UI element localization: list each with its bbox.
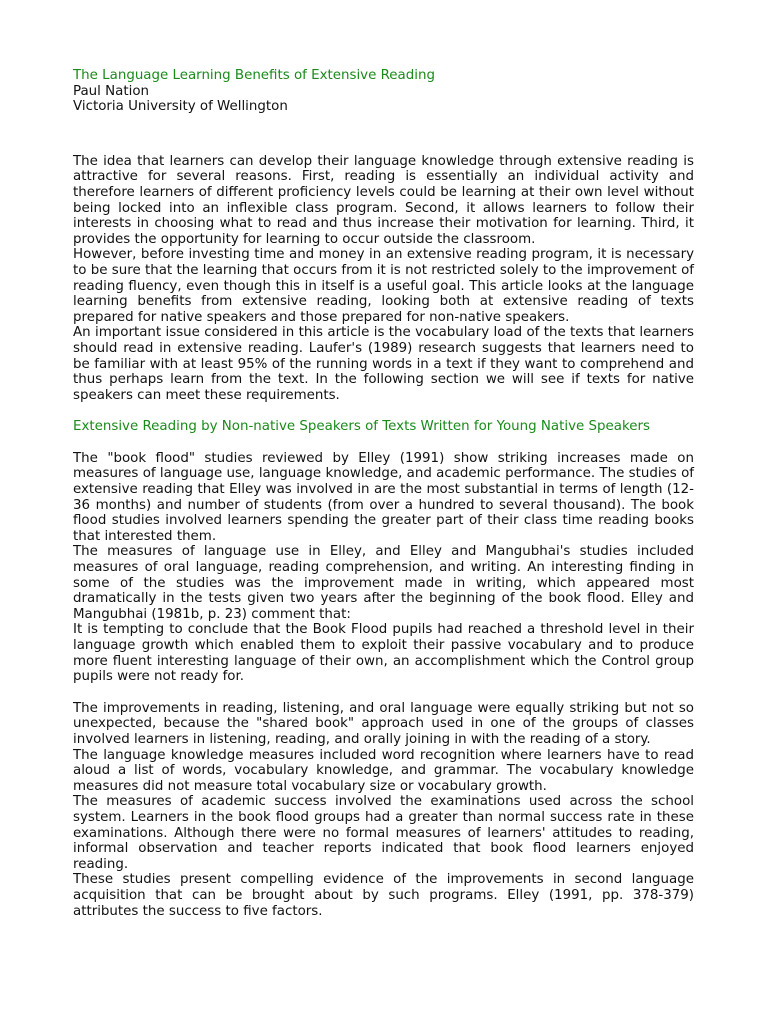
document-title: The Language Learning Benefits of Extensive Reading (73, 68, 435, 83)
spacer (73, 435, 694, 451)
paragraph: The idea that learners can develop their language knowledge through extensive reading is attractive for several reasons. First, reading is essentially an individual activity and therefore learners of different proficiency levels could be learning at their own level without being locked into an inflexible class program. Second, it allows learners to follow their interests in choosing what to read and thus increase their motivation for learning. Third, it provides the opportunity for learning to occur outside the classroom. (73, 153, 694, 247)
spacer (73, 115, 694, 154)
paragraph: The improvements in reading, listening, and oral language were equally striking but not so unexpected, because the "shared book" approach used in one of the groups of classes involved learners in listening, reading, and orally joining in with the reading of a story. (73, 700, 694, 747)
spacer (73, 685, 694, 701)
paragraph: An important issue considered in this article is the vocabulary load of the texts that learners should read in extensive reading. Laufer's (1989) research suggests that learners need to be familiar with at least 95% of the running words in a text if they want to comprehend and thus perhaps learn from the text. In the following section we will see if texts for native speakers can meet these requirements. (73, 325, 694, 403)
paragraph: The "book flood" studies reviewed by Elley (1991) show striking increases made on measures of language use, language knowledge, and academic performance. The studies of extensive reading that Elley was involved in are the most substantial in terms of length (12-36 months) and number of students (from over a hundred to several thousand). The book flood studies involved learners spending the greater part of their class time reading books that interested them. (73, 450, 694, 544)
author-affiliation: Victoria University of Wellington (73, 99, 288, 115)
document-page (73, 68, 694, 919)
spacer (73, 403, 694, 419)
paragraph: The measures of academic success involved the examinations used across the school system. Learners in the book flood groups had a greater than normal success rate in these examinations. Although there were no formal measures of learners' attitudes to reading, informal observation and teacher reports indicated that book flood learners enjoyed reading. (73, 794, 694, 872)
author-name: Paul Nation (73, 83, 150, 99)
paragraph: The language knowledge measures included word recognition where learners have to read aloud a list of words, vocabulary knowledge, and grammar. The vocabulary knowledge measures did not measure total vocabulary size or vocabulary growth. (73, 747, 694, 794)
paragraph: These studies present compelling evidence of the improvements in second language acquisition that can be brought about by such programs. Elley (1991, pp. 378-379) attributes the success to five factors. (73, 872, 694, 919)
paragraph: However, before investing time and money in an extensive reading program, it is necessary to be sure that the learning that occurs from it is not restricted solely to the improvement of reading fluency, even though this in itself is a useful goal. This article looks at the language learning benefits from extensive reading, looking both at extensive reading of texts prepared for native speakers and those prepared for non-native speakers. (73, 247, 694, 325)
section-heading: Extensive Reading by Non-native Speakers of Texts Written for Young Native Speakers (73, 419, 650, 435)
block-quote: It is tempting to conclude that the Book Flood pupils had reached a threshold level in their language growth which enabled them to exploit their passive vocabulary and to produce more fluent interesting language of their own, an accomplishment which the Control group pupils were not ready for. (73, 622, 694, 685)
paragraph: The measures of language use in Elley, and Elley and Mangubhai's studies included measures of oral language, reading comprehension, and writing. An interesting finding in some of the studies was the improvement made in writing, which appeared most dramatically in the tests given two years after the beginning of the book flood. Elley and Mangubhai (1981b, p. 23) comment that: (73, 544, 694, 622)
